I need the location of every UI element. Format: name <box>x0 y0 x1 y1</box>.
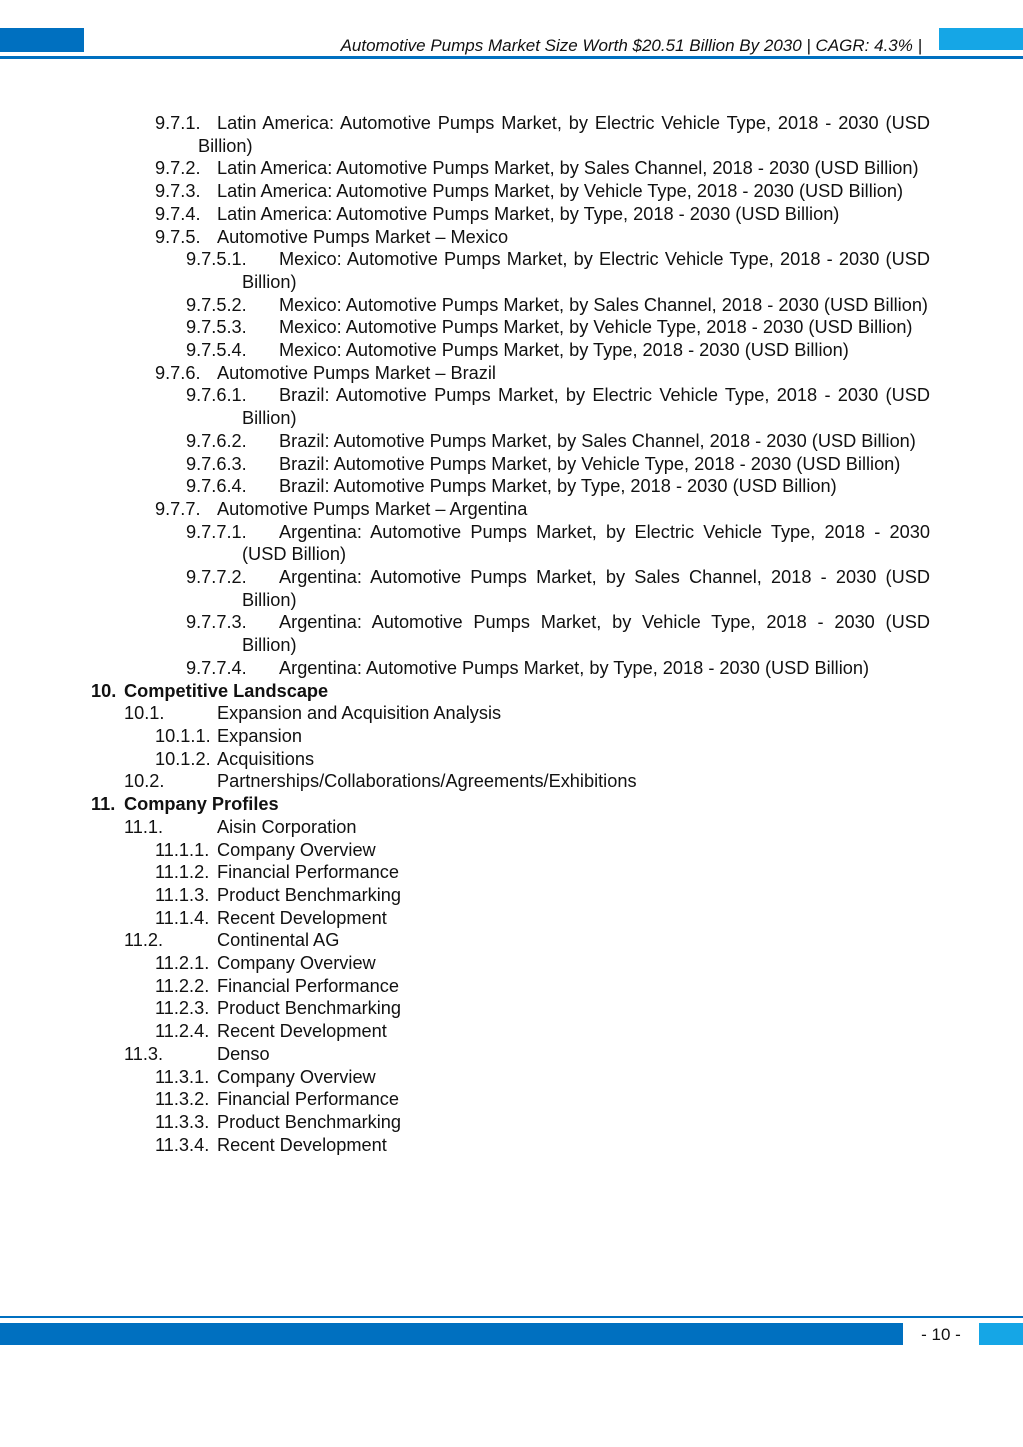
toc-entry-number: 9.7.7.3. <box>186 612 247 633</box>
toc-entry <box>0 816 1023 839</box>
toc-entry-text: Product Benchmarking <box>217 1111 401 1132</box>
page-header-title: Automotive Pumps Market Size Worth $20.51 Billion By 2030 | CAGR: 4.3% | <box>340 36 922 55</box>
toc-entry-number: 9.7.5.4. <box>186 340 247 361</box>
toc-entry <box>0 702 1023 725</box>
footer-rule <box>0 1316 1023 1318</box>
toc-entry-text: Mexico: Automotive Pumps Market, by Sales Channel, 2018 - 2030 (USD Billion) <box>279 294 928 315</box>
toc-entry-text: Automotive Pumps Market – Argentina <box>217 498 528 519</box>
toc-entry <box>0 384 1023 429</box>
toc-entry-text: Latin America: Automotive Pumps Market, by Sales Channel, 2018 - 2030 (USD Billion) <box>217 158 919 179</box>
toc-entry <box>0 203 1023 226</box>
toc-entry <box>0 1043 1023 1066</box>
toc-entry-number: 9.7.1. <box>155 113 201 133</box>
toc-entry <box>0 475 1023 498</box>
toc-entry-text: Latin America: Automotive Pumps Market, by Electric Vehicle Type, 2018 - 2030 (USD Billion) <box>198 113 930 156</box>
toc-entry-number: 9.7.2. <box>155 158 201 179</box>
toc-entry-text: Mexico: Automotive Pumps Market, by Electric Vehicle Type, 2018 - 2030 (USD Billion) <box>242 249 930 292</box>
toc-entry-number: 9.7.7.1. <box>186 521 247 542</box>
toc-entry-text: Argentina: Automotive Pumps Market, by Type, 2018 - 2030 (USD Billion) <box>279 657 870 678</box>
toc-entry <box>0 157 1023 180</box>
toc-entry-text: Recent Development <box>217 1134 387 1155</box>
toc-entry <box>0 453 1023 476</box>
toc-entry <box>0 839 1023 862</box>
toc-entry-number: 10.1.2. <box>155 748 211 769</box>
toc-entry <box>0 521 1023 566</box>
footer-bar <box>0 1323 903 1345</box>
header-accent-right <box>939 28 1023 50</box>
toc-entry-number: 9.7.5.1. <box>186 249 247 270</box>
header-rule <box>0 56 1023 59</box>
toc-entry-number: 10.2. <box>124 771 165 792</box>
toc-entry-text: Financial Performance <box>217 862 399 883</box>
toc-entry-text: Product Benchmarking <box>217 884 401 905</box>
toc-entry <box>0 884 1023 907</box>
toc-entry-text: Partnerships/Collaborations/Agreements/Exhibitions <box>217 771 637 792</box>
toc-entry-text: Mexico: Automotive Pumps Market, by Type, 2018 - 2030 (USD Billion) <box>279 340 849 361</box>
toc-entry <box>0 975 1023 998</box>
toc-entry-number: 9.7.7.4. <box>186 657 247 678</box>
toc-entry-number: 11.3.4. <box>155 1134 210 1155</box>
toc-entry <box>0 907 1023 930</box>
toc-entry-number: 11.2.2. <box>155 975 210 996</box>
toc-entry-number: 9.7.6.4. <box>186 476 247 497</box>
toc-entry <box>0 226 1023 249</box>
toc-entry <box>0 997 1023 1020</box>
toc-entry-number: 11.3.3. <box>155 1111 210 1132</box>
toc-entry <box>0 498 1023 521</box>
toc-entry-text: Recent Development <box>217 1021 387 1042</box>
toc-entry-number: 10.1. <box>124 703 165 724</box>
toc-entry-text: Expansion and Acquisition Analysis <box>217 703 502 724</box>
toc-entry-number: 11.1.1. <box>155 839 210 860</box>
toc-entry-number: 9.7.6.2. <box>186 430 247 451</box>
toc-entry <box>0 1066 1023 1089</box>
toc-entry <box>0 611 1023 656</box>
toc-entry-text: Brazil: Automotive Pumps Market, by Vehicle Type, 2018 - 2030 (USD Billion) <box>279 453 901 474</box>
toc-entry <box>0 112 1023 157</box>
toc-entry-text: Automotive Pumps Market – Brazil <box>217 362 496 383</box>
toc-entry-text: Brazil: Automotive Pumps Market, by Electric Vehicle Type, 2018 - 2030 (USD Billion) <box>242 385 930 429</box>
toc-entry-number: 11.3.1. <box>155 1066 210 1087</box>
toc-entry <box>0 861 1023 884</box>
toc-entry-number: 11.1. <box>124 816 164 837</box>
toc-entry-text: Expansion <box>217 725 302 746</box>
toc-entry-text: Acquisitions <box>217 748 315 769</box>
toc-entry-text: Brazil: Automotive Pumps Market, by Sales Channel, 2018 - 2030 (USD Billion) <box>279 430 916 451</box>
toc-entry <box>0 1020 1023 1043</box>
toc-entry-number: 10.1.1. <box>155 725 211 746</box>
toc-entry <box>0 180 1023 203</box>
toc-entry <box>0 952 1023 975</box>
table-of-contents <box>0 112 1023 1156</box>
toc-entry <box>0 1134 1023 1157</box>
toc-entry <box>0 657 1023 680</box>
toc-entry-number: 11.1.3. <box>155 884 210 905</box>
toc-entry-text: Argentina: Automotive Pumps Market, by Vehicle Type, 2018 - 2030 (USD Billion) <box>242 612 930 656</box>
toc-entry <box>0 248 1023 293</box>
toc-entry-number: 11.2.3. <box>155 998 210 1019</box>
toc-entry-text: Argentina: Automotive Pumps Market, by Electric Vehicle Type, 2018 - 2030 (USD Billion) <box>242 521 930 565</box>
toc-entry <box>0 770 1023 793</box>
toc-entry <box>0 430 1023 453</box>
toc-entry-number: 9.7.6.3. <box>186 453 247 474</box>
toc-entry-text: Financial Performance <box>217 1089 399 1110</box>
toc-entry-text: Company Overview <box>217 839 376 860</box>
toc-entry-text: Latin America: Automotive Pumps Market, by Type, 2018 - 2030 (USD Billion) <box>217 203 840 224</box>
toc-entry <box>0 339 1023 362</box>
toc-entry-text: Denso <box>217 1043 270 1064</box>
toc-entry-text: Company Overview <box>217 953 376 974</box>
toc-entry-text: Company Profiles <box>124 794 279 815</box>
toc-entry-text: Financial Performance <box>217 975 399 996</box>
toc-entry-text: Mexico: Automotive Pumps Market, by Vehicle Type, 2018 - 2030 (USD Billion) <box>279 317 913 338</box>
toc-entry <box>0 1111 1023 1134</box>
toc-entry <box>0 566 1023 611</box>
toc-entry-text: Company Overview <box>217 1066 376 1087</box>
toc-entry-number: 11.2. <box>124 930 164 951</box>
toc-entry-number: 10. <box>91 680 117 701</box>
footer-accent-right <box>979 1323 1023 1345</box>
toc-entry-number: 11.1.2. <box>155 862 210 883</box>
toc-entry-number: 11.3. <box>124 1043 164 1064</box>
toc-entry-number: 11.3.2. <box>155 1089 210 1110</box>
toc-entry-number: 9.7.7.2. <box>186 567 247 588</box>
toc-entry-text: Recent Development <box>217 907 387 928</box>
toc-entry <box>0 362 1023 385</box>
toc-entry <box>0 316 1023 339</box>
toc-entry-text: Automotive Pumps Market – Mexico <box>217 226 509 247</box>
toc-entry-number: 9.7.3. <box>155 181 201 202</box>
toc-entry-text: Product Benchmarking <box>217 998 401 1019</box>
toc-entry-number: 9.7.7. <box>155 498 201 519</box>
toc-entry <box>0 680 1023 703</box>
toc-entry-text: Argentina: Automotive Pumps Market, by Sales Channel, 2018 - 2030 (USD Billion) <box>242 567 930 610</box>
page-number: - 10 - <box>921 1325 961 1344</box>
toc-entry-number: 11.2.4. <box>155 1021 210 1042</box>
toc-entry-number: 9.7.4. <box>155 203 201 224</box>
toc-entry-text: Latin America: Automotive Pumps Market, by Vehicle Type, 2018 - 2030 (USD Billion) <box>217 181 904 202</box>
toc-entry-number: 9.7.5. <box>155 226 201 247</box>
toc-entry-number: 9.7.5.2. <box>186 294 247 315</box>
toc-entry <box>0 294 1023 317</box>
toc-entry <box>0 1088 1023 1111</box>
toc-entry-text: Aisin Corporation <box>217 816 357 837</box>
toc-entry <box>0 725 1023 748</box>
toc-entry-number: 11.2.1. <box>155 953 210 974</box>
toc-entry-number: 9.7.6. <box>155 362 201 383</box>
toc-entry <box>0 748 1023 771</box>
toc-entry-number: 11.1.4. <box>155 907 210 928</box>
toc-entry <box>0 929 1023 952</box>
toc-entry-text: Brazil: Automotive Pumps Market, by Type, 2018 - 2030 (USD Billion) <box>279 476 837 497</box>
toc-entry-text: Competitive Landscape <box>124 680 329 701</box>
toc-entry-number: 9.7.6.1. <box>186 385 247 406</box>
toc-entry <box>0 793 1023 816</box>
toc-entry-text: Continental AG <box>217 930 340 951</box>
toc-entry-number: 11. <box>91 794 116 815</box>
toc-entry-number: 9.7.5.3. <box>186 317 247 338</box>
